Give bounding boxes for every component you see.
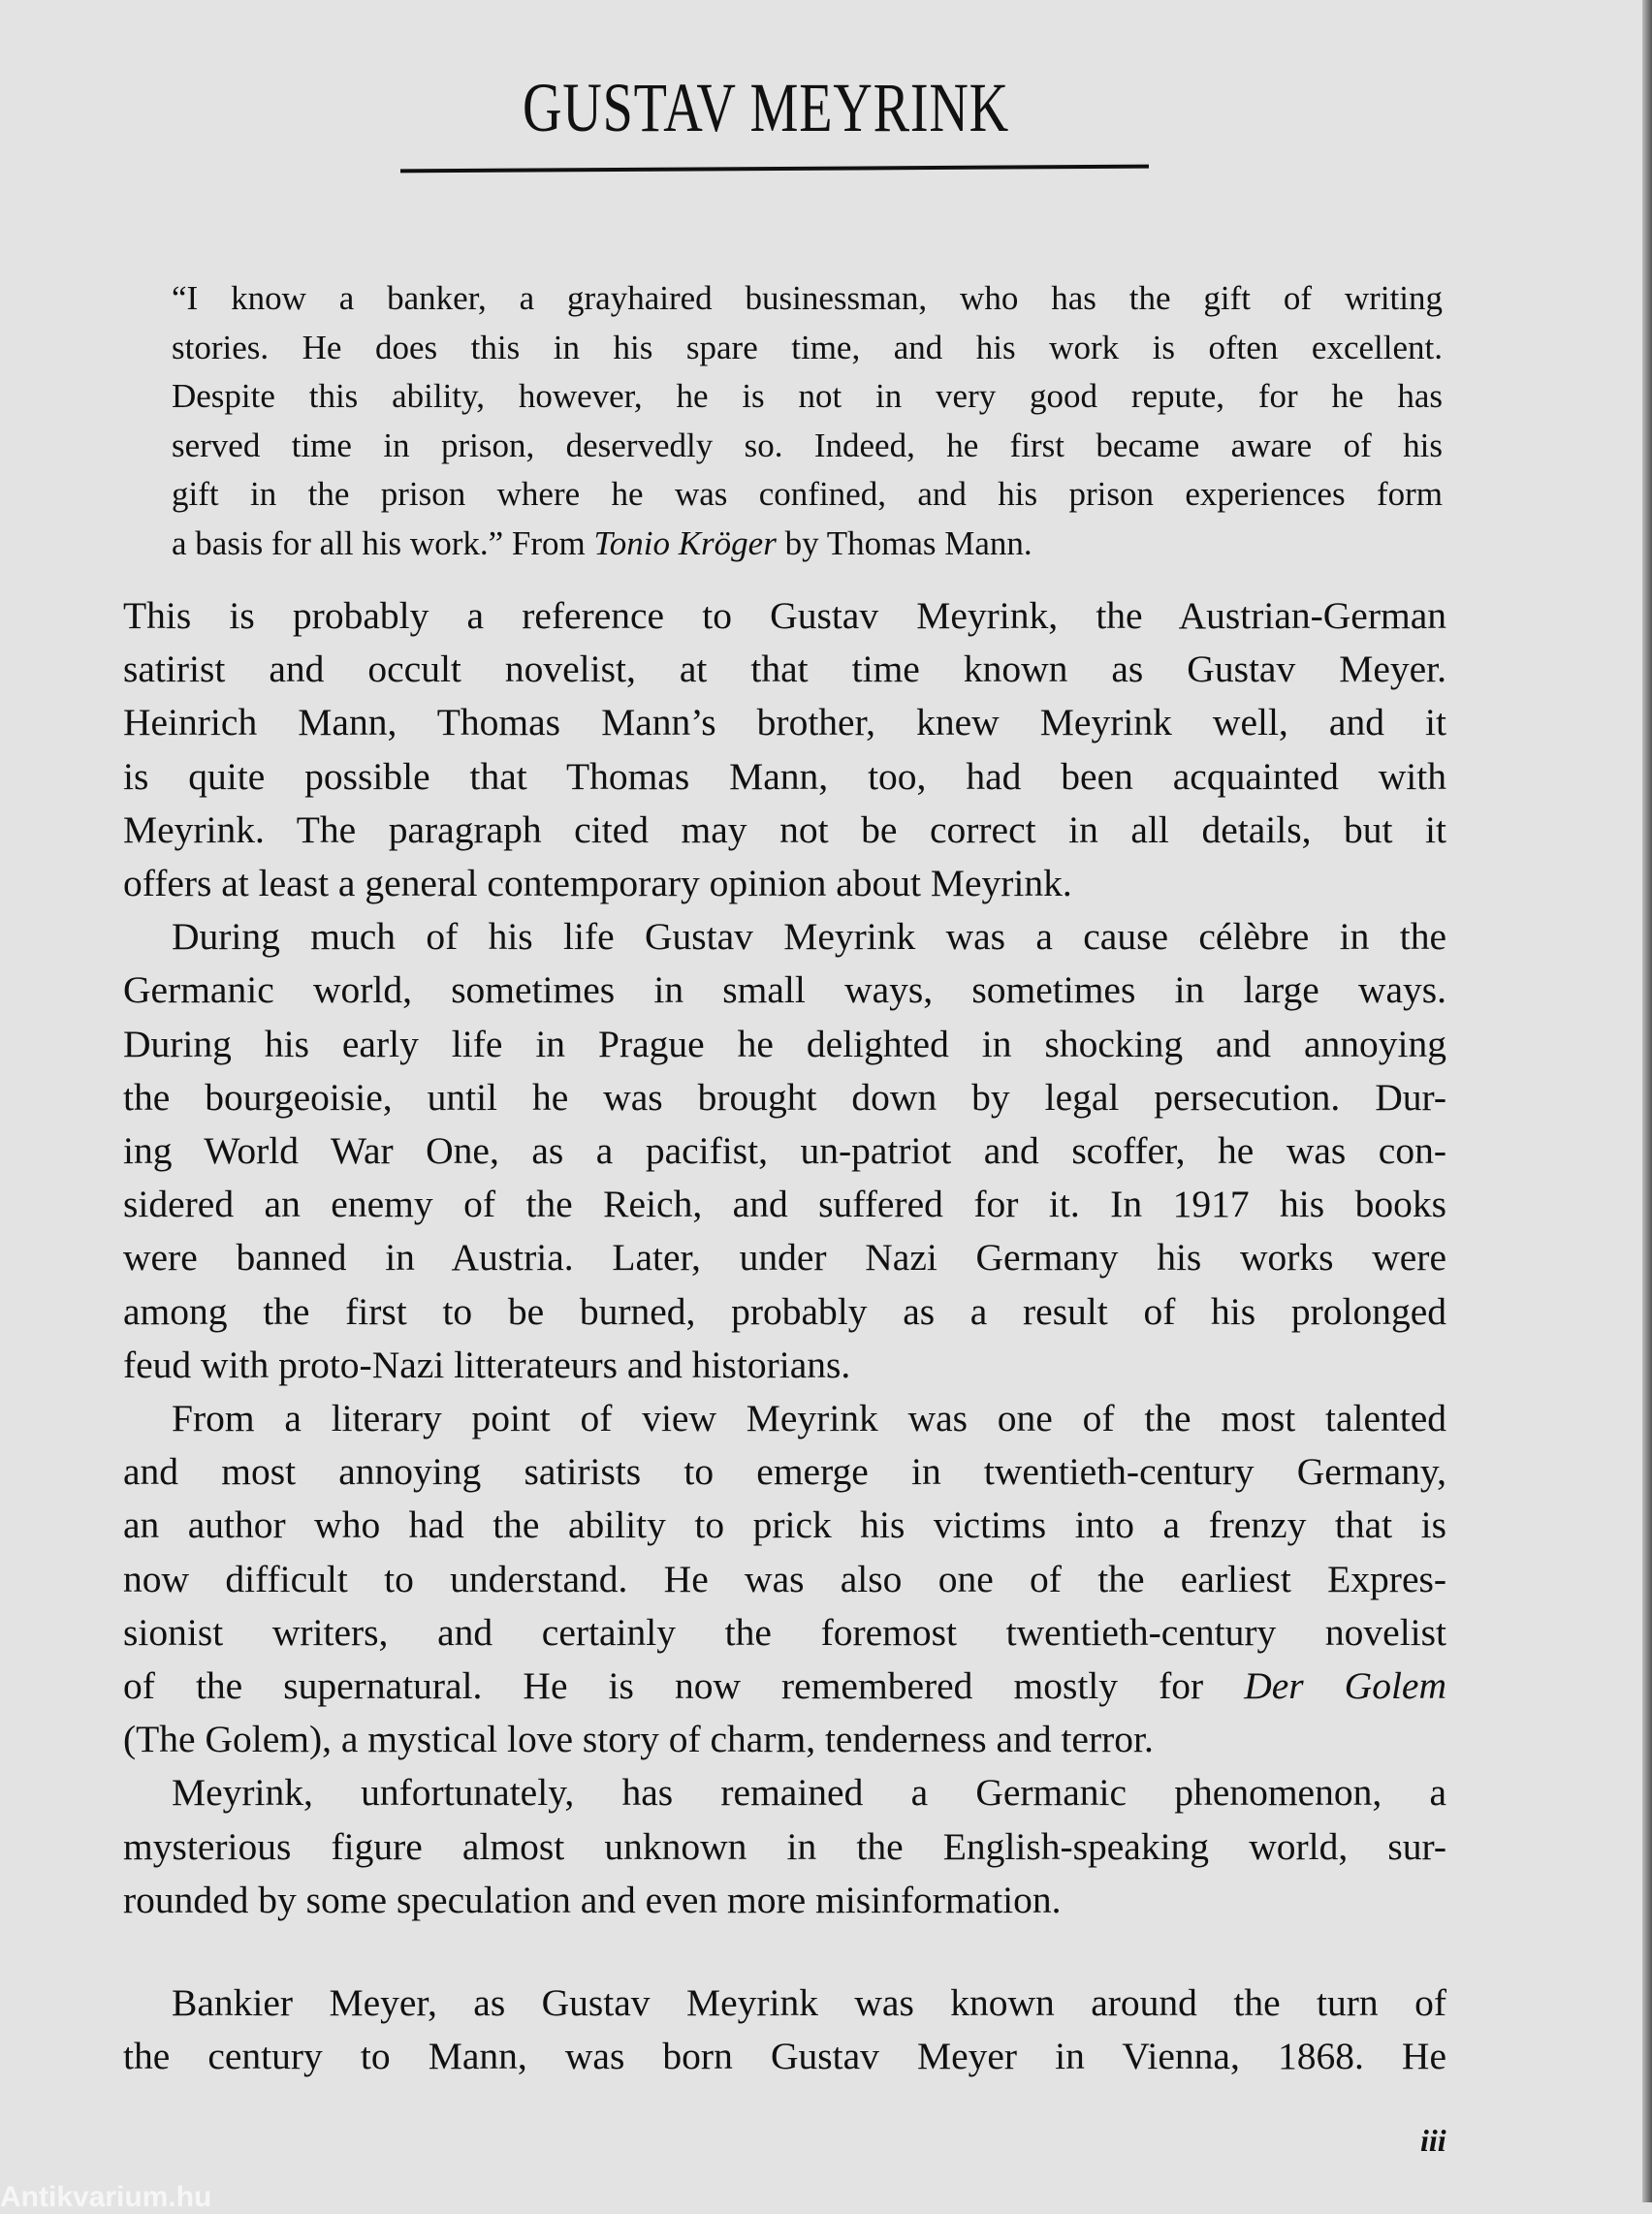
title-underline xyxy=(400,165,1149,174)
paragraph-line xyxy=(172,1770,1446,1815)
text-run: stories. He does this in his spare time, and his work is often excellent. xyxy=(172,328,1443,366)
paragraph-line xyxy=(123,1610,1446,1655)
text-run: and most annoying satirists to emerge in twentieth-century Germany, xyxy=(123,1450,1446,1494)
text-run: offers at least a general contemporary opinion about Meyrink. xyxy=(123,862,1072,904)
paragraph-line xyxy=(172,914,1446,959)
quote-line xyxy=(172,279,1443,318)
text-run: Germanic world, sometimes in small ways, sometimes in large ways. xyxy=(123,968,1446,1012)
text-run: the century to Mann, was born Gustav Meyer in Vienna, 1868. He xyxy=(123,2035,1446,2078)
text-run: a basis for all his work.” From xyxy=(172,523,594,562)
text-run: Meyrink. The paragraph cited may not be correct in all details, but it xyxy=(123,807,1446,851)
paragraph-line xyxy=(123,700,1446,744)
paragraph-line xyxy=(123,1182,1446,1226)
paragraph-line xyxy=(123,593,1446,638)
paragraph-line xyxy=(123,1717,1446,1761)
page-edge-shadow xyxy=(1642,0,1652,2202)
text-run: This is probably a reference to Gustav Meyrink, the Austrian-German xyxy=(123,594,1446,637)
paragraph-line xyxy=(123,1824,1446,1869)
text-run: rounded by some speculation and even more misinformation. xyxy=(123,1878,1062,1921)
text-run: now difficult to understand. He was also one of the earliest Expres- xyxy=(123,1557,1446,1600)
paragraph-line xyxy=(172,1980,1446,2025)
paragraph-line xyxy=(123,1022,1446,1066)
text-run: gift in the prison where he was confined, and his prison experiences form xyxy=(172,475,1443,513)
text-run: “I know a banker, a grayhaired businessman, who has the gift of writing xyxy=(172,279,1443,317)
paragraph-line xyxy=(123,1075,1446,1120)
paragraph-line xyxy=(123,861,1446,905)
text-run: mysterious figure almost unknown in the English-speaking world, sur- xyxy=(123,1824,1446,1868)
text-run: Despite this ability, however, he is not in very good repute, for he has xyxy=(172,377,1443,415)
quote-line xyxy=(172,427,1443,465)
text-run: were banned in Austria. Later, under Nazi Germany his works were xyxy=(123,1236,1446,1280)
text-run: sionist writers, and certainly the foremost twentieth-century novelist xyxy=(123,1610,1446,1654)
paragraph-line xyxy=(123,1289,1446,1334)
paragraph-line xyxy=(123,1878,1446,1922)
text-run: the bourgeoisie, until he was brought down by legal persecution. Dur- xyxy=(123,1075,1446,1119)
quote-line xyxy=(172,329,1443,367)
paragraph-line xyxy=(123,967,1446,1012)
quote-line xyxy=(172,475,1443,514)
text-run: (The Golem), a mystical love story of charm, tenderness and terror. xyxy=(123,1718,1154,1761)
quote-line xyxy=(172,524,1443,563)
text-run: feud with proto-Nazi litterateurs and historians. xyxy=(123,1343,851,1386)
paragraph-line xyxy=(123,1449,1446,1494)
page-number: iii xyxy=(1420,2123,1446,2158)
paragraph-line xyxy=(123,1557,1446,1601)
italic-title: Tonio Kröger xyxy=(593,523,777,562)
text-run: From a literary point of view Meyrink was one of the most talented xyxy=(172,1397,1446,1439)
paragraph-line xyxy=(123,1663,1446,1708)
text-run: sidered an enemy of the Reich, and suffered for it. In 1917 his books xyxy=(123,1183,1446,1226)
italic-title: Der Golem xyxy=(1244,1664,1446,1707)
paragraph-line xyxy=(123,1128,1446,1173)
text-run: During much of his life Gustav Meyrink was a cause célèbre in the xyxy=(172,915,1446,959)
paragraph-line xyxy=(123,1343,1446,1387)
paragraph-line xyxy=(123,1235,1446,1280)
paragraph-line xyxy=(123,754,1446,799)
text-run: Bankier Meyer, as Gustav Meyrink was known around the turn of xyxy=(172,1981,1446,2024)
text-run: served time in prison, deservedly so. Indeed, he first became aware of his xyxy=(172,426,1443,464)
chapter-title: GUSTAV MEYRINK xyxy=(522,69,1010,146)
text-run: Heinrich Mann, Thomas Mann’s brother, knew Meyrink well, and it xyxy=(123,701,1446,744)
text-run: by Thomas Mann. xyxy=(776,523,1032,562)
text-run: among the first to be burned, probably as a result of his prolonged xyxy=(123,1289,1446,1333)
paragraph-line xyxy=(123,2034,1446,2078)
text-run: During his early life in Prague he delighted in shocking and annoying xyxy=(123,1022,1446,1065)
paragraph-line xyxy=(172,1396,1446,1440)
text-run: an author who had the ability to prick his victims into a frenzy that is xyxy=(123,1503,1446,1547)
paragraph-line xyxy=(123,647,1446,691)
paragraph-line xyxy=(123,1502,1446,1547)
text-run: Meyrink, unfortunately, has remained a Germanic phenomenon, a xyxy=(172,1771,1446,1815)
text-run: of the supernatural. He is now remembered mostly for xyxy=(123,1664,1245,1707)
watermark: Antikvarium.hu xyxy=(0,2181,212,2213)
paragraph-line xyxy=(123,807,1446,852)
text-run: is quite possible that Thomas Mann, too, had been acquainted with xyxy=(123,754,1446,798)
quote-line xyxy=(172,377,1443,416)
text-run: satirist and occult novelist, at that time known as Gustav Meyer. xyxy=(123,648,1446,691)
text-run: ing World War One, as a pacifist, un-patriot and scoffer, he was con- xyxy=(123,1129,1446,1172)
